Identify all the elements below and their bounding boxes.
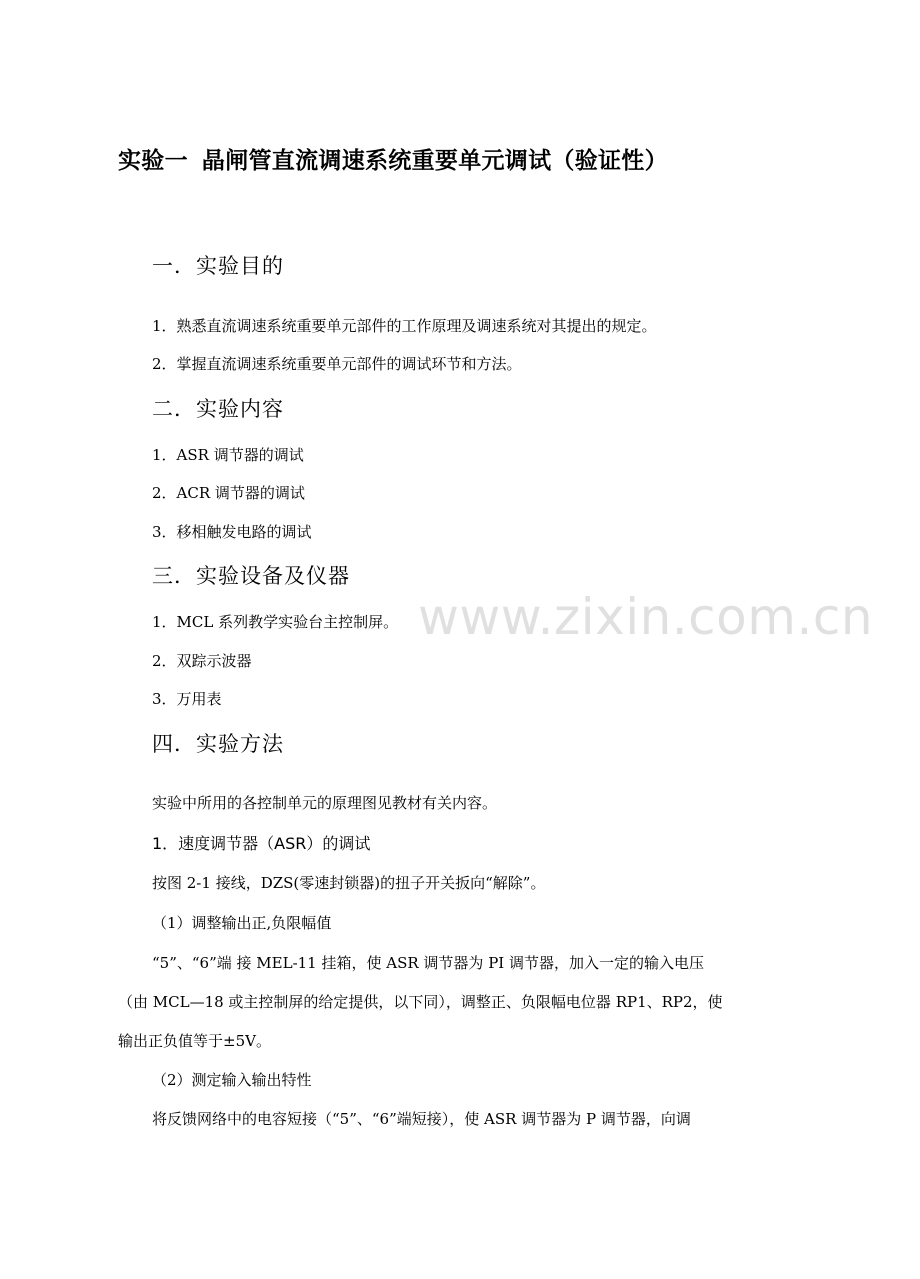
- step-heading: （2）测定输入输出特性: [152, 1071, 312, 1089]
- paragraph-line: 输出正负值等于±5V。: [118, 1032, 271, 1050]
- paragraph-line: 将反馈网络中的电容短接（“5”、“6”端短接），使 ASR 调节器为 P 调节器，向调: [152, 1110, 691, 1128]
- list-item: 2．掌握直流调速系统重要单元部件的调试环节和方法。: [152, 355, 522, 373]
- list-item: 1．ASR 调节器的调试: [152, 446, 304, 464]
- list-item: 1．MCL 系列教学实验台主控制屏。: [152, 613, 399, 631]
- step-heading: （1）调整输出正,负限幅值: [152, 914, 332, 932]
- paragraph: 按图 2-1 接线，DZS(零速封锁器)的扭子开关扳向“解除”。: [152, 874, 546, 892]
- section-heading-content: 二．实验内容: [152, 397, 284, 421]
- paragraph: 实验中所用的各控制单元的原理图见教材有关内容。: [152, 794, 498, 812]
- title-part-2: 晶闸管直流调速系统重要单元调试（验证性）: [201, 148, 668, 174]
- subsection-heading-asr: 1．速度调节器（ASR）的调试: [152, 834, 371, 853]
- watermark: www.zixin.com.cn: [418, 588, 874, 646]
- title-part-1: 实验一: [118, 148, 188, 174]
- list-item: 2．双踪示波器: [152, 652, 252, 670]
- list-item: 2．ACR 调节器的调试: [152, 484, 305, 502]
- paragraph-line: （由 MCL—18 或主控制屏的给定提供，以下同），调整正、负限幅电位器 RP1、RP2，使: [118, 993, 723, 1011]
- section-heading-method: 四．实验方法: [152, 732, 284, 756]
- document-title: [118, 142, 668, 175]
- list-item: 3．万用表: [152, 690, 222, 708]
- list-item: 1．熟悉直流调速系统重要单元部件的工作原理及调速系统对其提出的规定。: [152, 317, 657, 335]
- list-item: 3．移相触发电路的调试: [152, 523, 312, 541]
- section-heading-equipment: 三．实验设备及仪器: [152, 564, 350, 588]
- paragraph-line: “5”、“6”端 接 MEL-11 挂箱，使 ASR 调节器为 PI 调节器，加入一定的输入电压: [152, 954, 704, 972]
- section-heading-objective: 一．实验目的: [152, 254, 284, 278]
